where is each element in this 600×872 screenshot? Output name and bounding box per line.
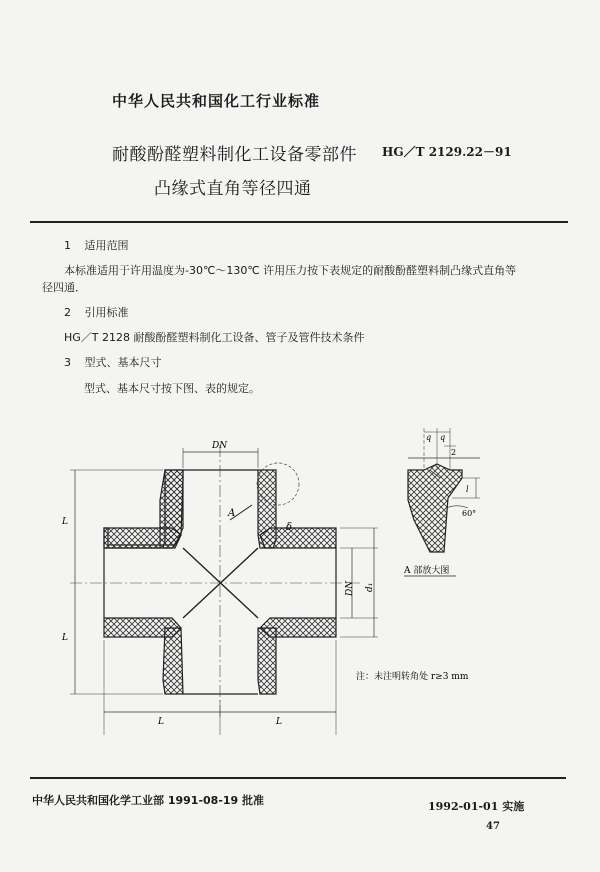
section-3-title: 型式、基本尺寸: [84, 356, 162, 369]
title-line-2: 凸缘式直角等径四通: [154, 179, 312, 199]
detail-caption: A 部放大图: [404, 566, 450, 576]
detail-q2: q: [440, 433, 446, 442]
standard-code: HG／T 2129.22－91: [382, 145, 512, 159]
dim-l-left-lower: L: [62, 633, 68, 643]
section-1-title: 适用范围: [84, 239, 129, 252]
detail-angle: 60°: [462, 509, 477, 518]
issuing-org: 中华人民共和国化工行业标准: [112, 92, 321, 110]
section-3-text: 型式、基本尺寸按下图、表的规定。: [84, 382, 260, 395]
section-2-title: 引用标准: [84, 306, 129, 319]
label-a: A: [228, 508, 236, 519]
section-3-number: 3: [64, 356, 71, 369]
section-2-text: HG／T 2128 耐酸酚醛塑料制化工设备、管子及管件技术条件: [64, 331, 365, 344]
detail-q1: q: [426, 433, 432, 442]
dim-l-bottom-right: L: [276, 717, 282, 727]
dim-dn-side: DN: [345, 580, 355, 596]
detail-a-enlarged: [408, 428, 480, 552]
dim-d1: d₁: [365, 582, 375, 592]
drawing-note: 注：未注明转角处 r≥3 mm: [356, 672, 469, 682]
dim-l-bottom-left: L: [158, 717, 164, 727]
footer-implement-date: 1992-01-01 实施: [428, 800, 525, 813]
detail-2: 2: [451, 448, 457, 457]
section-1-text: 本标准适用于许用温度为-30℃～130℃ 许用压力按下表规定的耐酸酚醛塑料制凸缘式直角等: [64, 264, 517, 277]
section-2-number: 2: [64, 306, 71, 319]
section-1-number: 1: [64, 239, 71, 252]
dim-l-left-upper: L: [62, 517, 68, 527]
page-number: 47: [486, 821, 500, 832]
footer-issuer: 中华人民共和国化学工业部 1991-08-19 批准: [32, 794, 265, 807]
footer-divider: [30, 777, 566, 779]
label-delta: δ: [286, 522, 293, 533]
detail-l: l: [466, 485, 469, 494]
cross-body: [70, 445, 360, 718]
section-1-text-cont: 径四通．: [42, 281, 86, 294]
dim-dn-top: DN: [212, 441, 228, 451]
title-line-1: 耐酸酚醛塑料制化工设备零部件: [112, 145, 357, 165]
